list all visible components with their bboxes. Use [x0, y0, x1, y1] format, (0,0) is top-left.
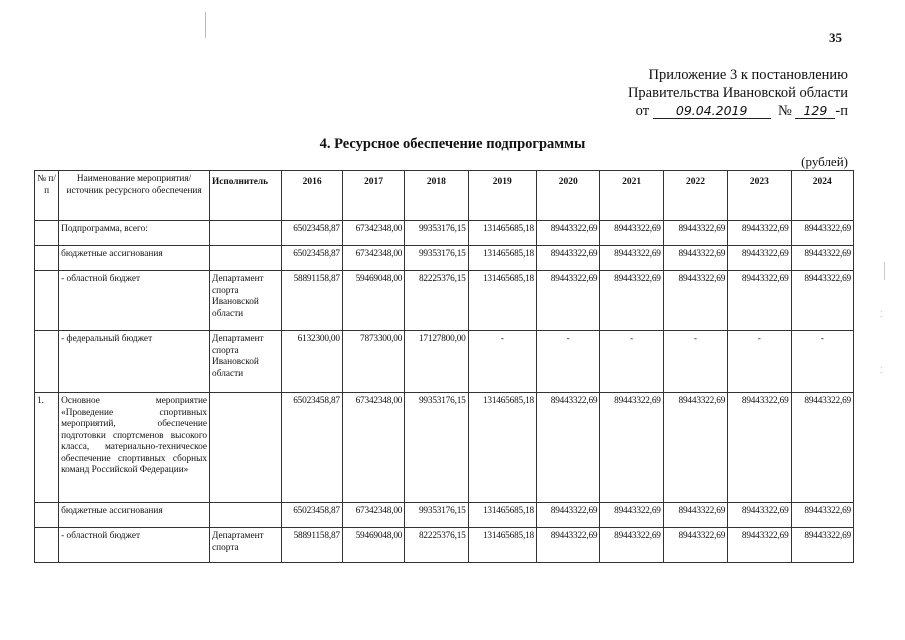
header-year: 2017 [342, 171, 404, 221]
from-label: от [635, 103, 650, 119]
row-num [35, 503, 59, 528]
row-num [35, 331, 59, 393]
value-cell: 89443322,69 [537, 528, 600, 563]
value-cell: 65023458,87 [282, 246, 342, 271]
header-year: 2022 [663, 171, 727, 221]
value-cell: 89443322,69 [728, 221, 791, 246]
value-cell: 67342348,00 [342, 221, 404, 246]
row-name: Основное мероприятие «Проведение спортивных мероприятий, обеспечение подготовки спортсменов высокого класса, материально-техническое обеспечение спортивных сборных команд Российской Федерации» [59, 393, 210, 503]
header-year: 2020 [537, 171, 600, 221]
value-cell: 131465685,18 [468, 393, 536, 503]
row-executor: Департамент спорта Ивановской области [210, 331, 282, 393]
value-cell: - [468, 331, 536, 393]
value-cell: 89443322,69 [663, 393, 727, 503]
row-executor [210, 393, 282, 503]
scan-edge-mark [884, 262, 885, 280]
appendix-block [628, 66, 848, 120]
value-cell: 65023458,87 [282, 221, 342, 246]
header-year: 2019 [468, 171, 536, 221]
row-name: - федеральный бюджет [59, 331, 210, 393]
row-name: - областной бюджет [59, 271, 210, 331]
scan-fold-mark [205, 12, 206, 38]
row-executor [210, 221, 282, 246]
header-year: 2018 [405, 171, 468, 221]
value-cell: 89443322,69 [663, 528, 727, 563]
row-num [35, 221, 59, 246]
row-num [35, 246, 59, 271]
value-cell: 65023458,87 [282, 393, 342, 503]
value-cell: 89443322,69 [791, 271, 853, 331]
value-cell: 89443322,69 [791, 221, 853, 246]
value-cell: 89443322,69 [663, 221, 727, 246]
value-cell: 89443322,69 [537, 221, 600, 246]
table-row [35, 221, 854, 246]
value-cell: 89443322,69 [537, 503, 600, 528]
value-cell: 131465685,18 [468, 528, 536, 563]
resource-table [34, 170, 854, 563]
value-cell: 59469048,00 [342, 271, 404, 331]
value-cell: 89443322,69 [663, 271, 727, 331]
value-cell: 89443322,69 [663, 246, 727, 271]
row-name: Подпрограмма, всего: [59, 221, 210, 246]
value-cell: 6132300,00 [282, 331, 342, 393]
value-cell: 67342348,00 [342, 503, 404, 528]
appendix-line-1: Приложение 3 к постановлению [648, 67, 848, 83]
appendix-line-2: Правительства Ивановской области [627, 85, 848, 101]
value-cell: 89443322,69 [600, 221, 663, 246]
table-row [35, 503, 854, 528]
table-row [35, 331, 854, 393]
value-cell: - [537, 331, 600, 393]
table-header-row [35, 171, 854, 221]
value-cell: 89443322,69 [537, 271, 600, 331]
table-row [35, 393, 854, 503]
header-name: Наименование мероприятия/источник ресурсного обеспечения [59, 171, 210, 221]
value-cell: 58891158,87 [282, 271, 342, 331]
handwritten-date: 09.04.2019 [653, 104, 771, 119]
header-executor: Исполнитель [210, 171, 282, 221]
value-cell: 89443322,69 [663, 503, 727, 528]
value-cell: - [728, 331, 791, 393]
value-cell: 59469048,00 [342, 528, 404, 563]
row-executor: Департамент спорта [210, 528, 282, 563]
number-suffix: -п [835, 103, 848, 119]
number-label: № [777, 103, 792, 119]
value-cell: 99353176,15 [405, 503, 468, 528]
row-num [35, 271, 59, 331]
row-executor [210, 246, 282, 271]
value-cell: 89443322,69 [600, 271, 663, 331]
value-cell: 89443322,69 [791, 246, 853, 271]
units-label: (рублей) [801, 154, 848, 169]
value-cell: 67342348,00 [342, 246, 404, 271]
value-cell: 99353176,15 [405, 246, 468, 271]
value-cell: 131465685,18 [468, 271, 536, 331]
value-cell: 89443322,69 [600, 528, 663, 563]
row-name: бюджетные ассигнования [59, 246, 210, 271]
value-cell: 131465685,18 [468, 503, 536, 528]
value-cell: 89443322,69 [728, 271, 791, 331]
row-num [35, 528, 59, 563]
row-executor: Департамент спорта Ивановской области [210, 271, 282, 331]
row-name: бюджетные ассигнования [59, 503, 210, 528]
table-row [35, 271, 854, 331]
value-cell: 89443322,69 [600, 503, 663, 528]
value-cell: 89443322,69 [728, 246, 791, 271]
value-cell: 131465685,18 [468, 246, 536, 271]
value-cell: 131465685,18 [468, 221, 536, 246]
header-year: 2021 [600, 171, 663, 221]
row-executor [210, 503, 282, 528]
value-cell: 89443322,69 [600, 246, 663, 271]
row-name: - областной бюджет [59, 528, 210, 563]
table-row [35, 246, 854, 271]
value-cell: 99353176,15 [405, 393, 468, 503]
value-cell: 58891158,87 [282, 528, 342, 563]
value-cell: 89443322,69 [600, 393, 663, 503]
header-year: 2016 [282, 171, 342, 221]
value-cell: 89443322,69 [728, 393, 791, 503]
value-cell: 89443322,69 [728, 503, 791, 528]
row-num: 1. [35, 393, 59, 503]
value-cell: 65023458,87 [282, 503, 342, 528]
section-title: 4. Ресурсное обеспечение подпрограммы [319, 136, 586, 152]
header-year: 2024 [791, 171, 853, 221]
value-cell: 99353176,15 [405, 221, 468, 246]
value-cell: 89443322,69 [791, 503, 853, 528]
appendix-line-3 [628, 102, 848, 120]
value-cell: - [791, 331, 853, 393]
table-row [35, 528, 854, 563]
value-cell: 89443322,69 [537, 246, 600, 271]
value-cell: 17127800,00 [405, 331, 468, 393]
value-cell: 7873300,00 [342, 331, 404, 393]
value-cell: 82225376,15 [405, 271, 468, 331]
scan-speck: ⁚ [880, 366, 883, 375]
scan-speck: ⁚ [880, 310, 883, 319]
value-cell: 89443322,69 [791, 528, 853, 563]
value-cell: 89443322,69 [537, 393, 600, 503]
header-num: № п/п [35, 171, 59, 221]
value-cell: 82225376,15 [405, 528, 468, 563]
value-cell: 67342348,00 [342, 393, 404, 503]
value-cell: - [663, 331, 727, 393]
handwritten-number: 129 [795, 104, 835, 119]
value-cell: 89443322,69 [791, 393, 853, 503]
header-year: 2023 [728, 171, 791, 221]
page-number: 35 [829, 30, 842, 45]
value-cell: - [600, 331, 663, 393]
value-cell: 89443322,69 [728, 528, 791, 563]
